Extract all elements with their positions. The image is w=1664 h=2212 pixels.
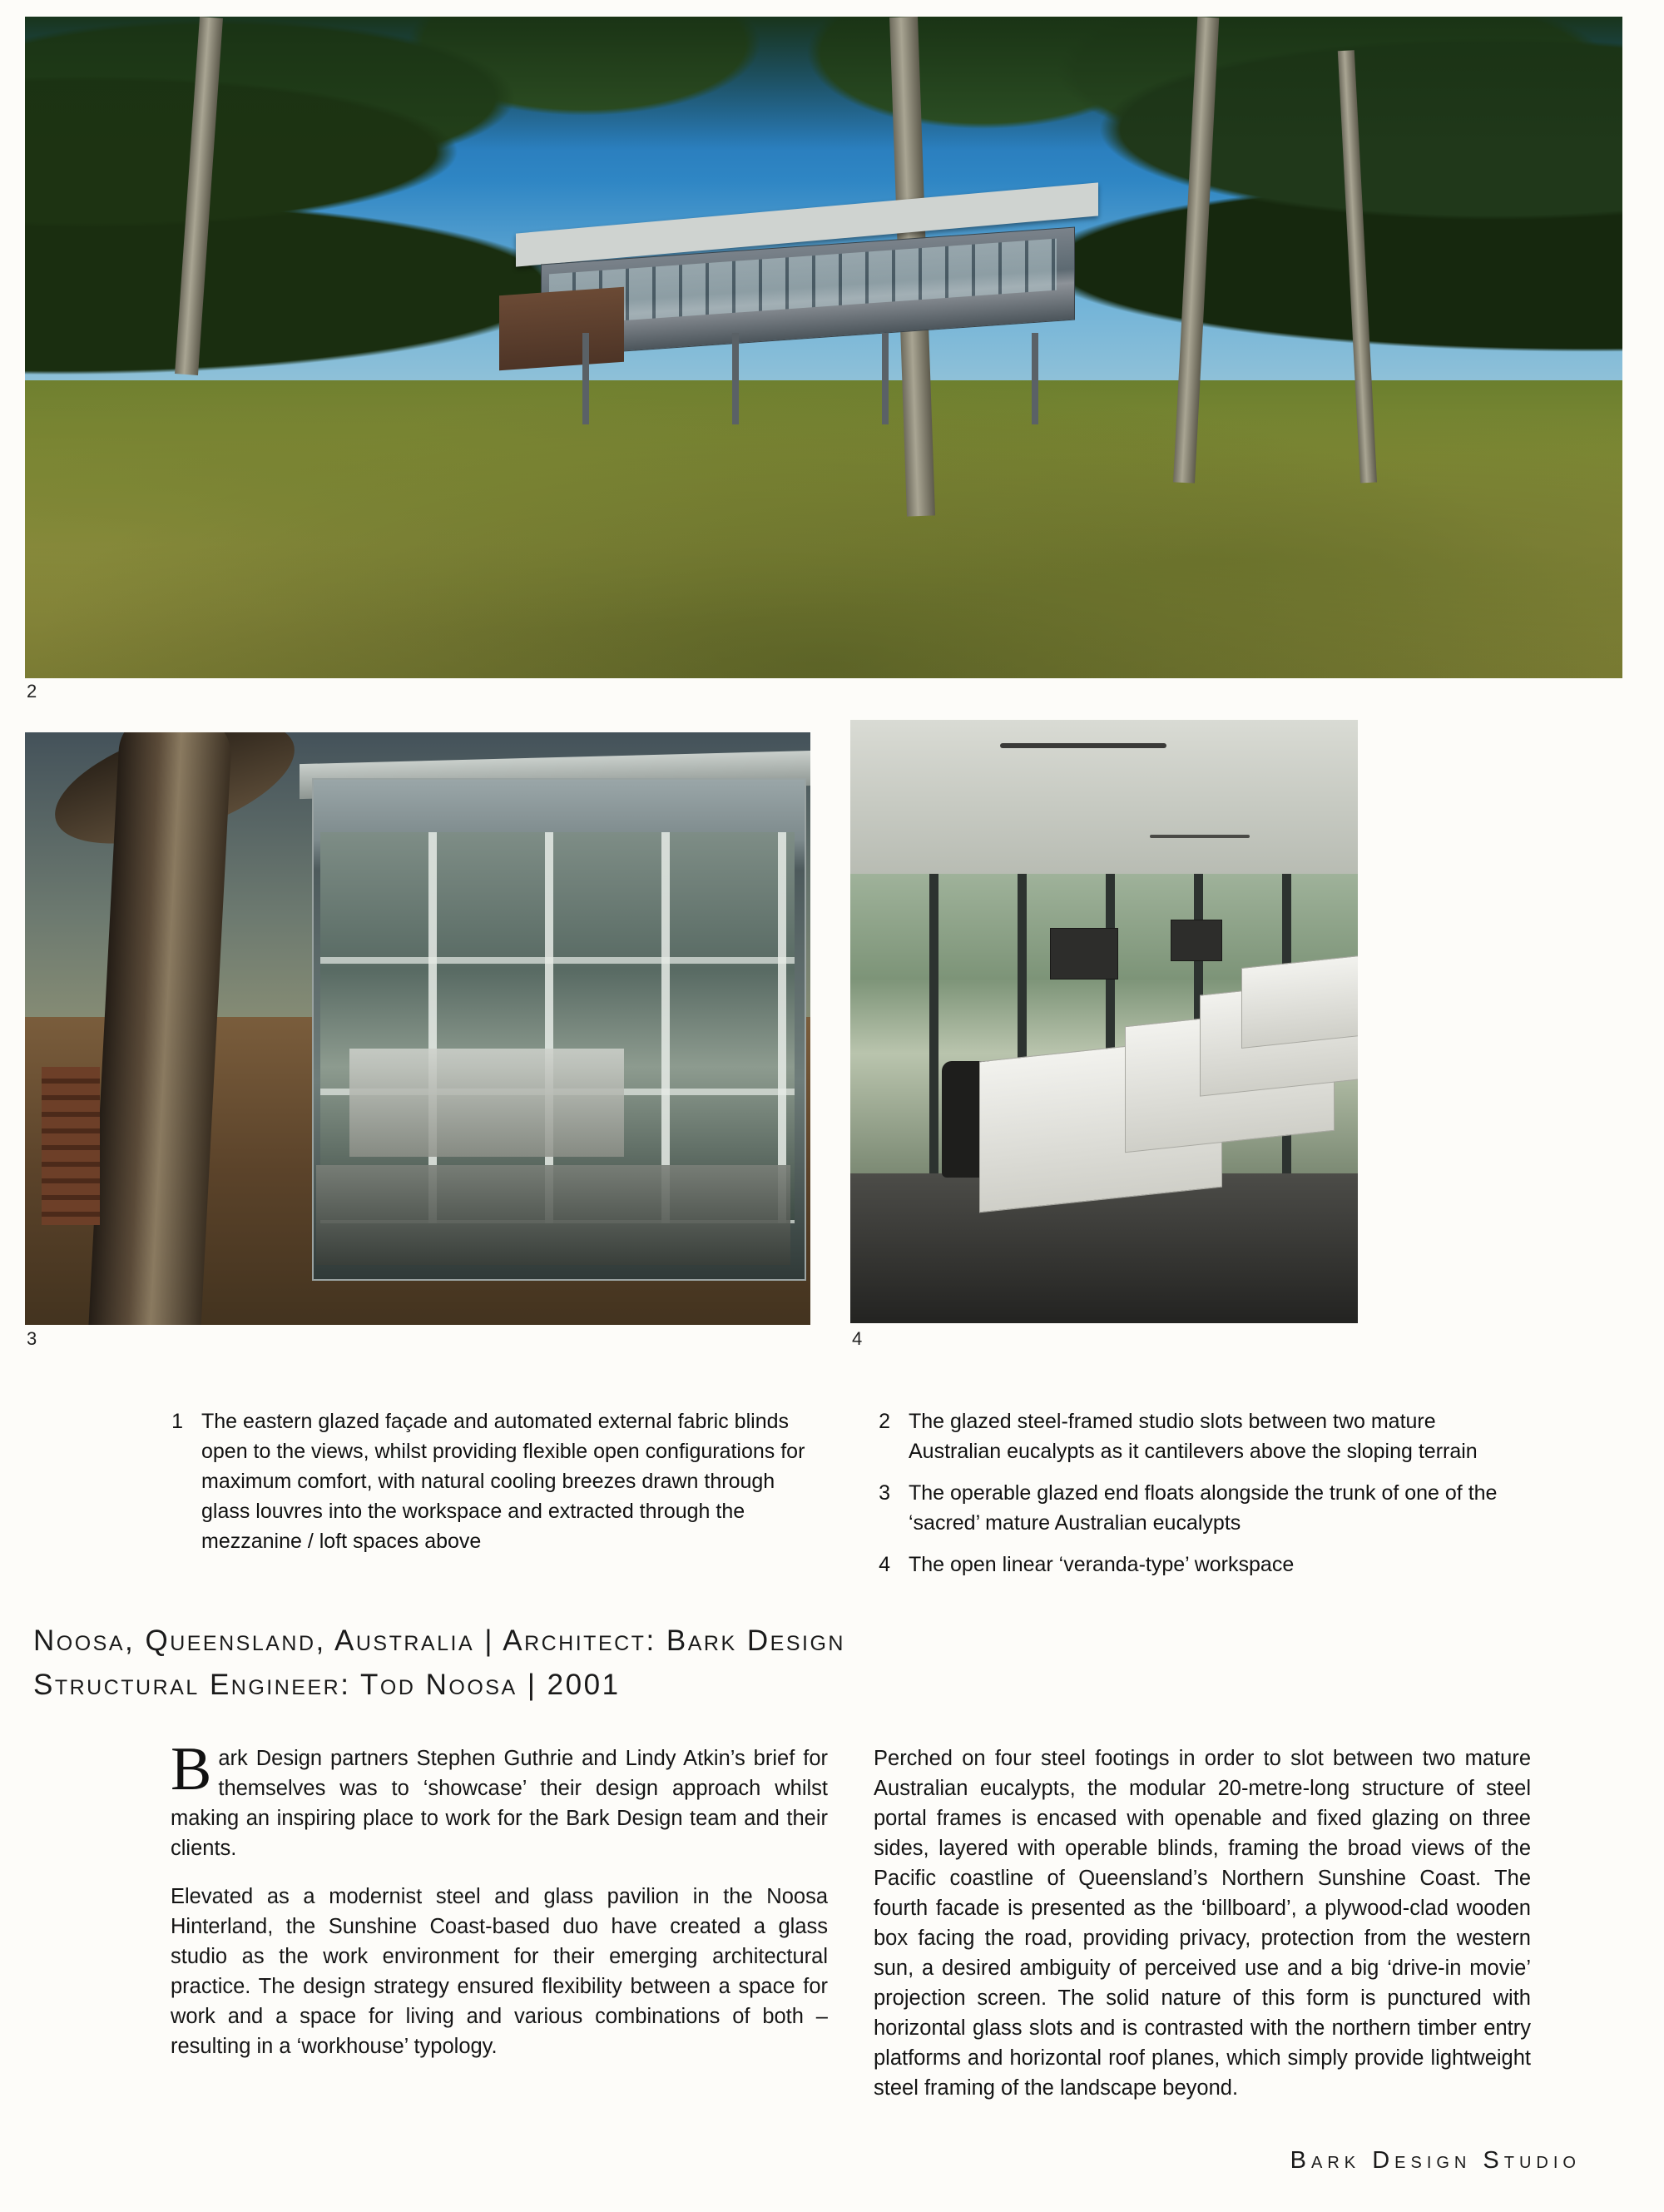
caption-text: The open linear ‘veranda-type’ workspace xyxy=(909,1553,1295,1576)
body-paragraph: Elevated as a modernist steel and glass pavilion in the Noosa Hinterland, the Sunshine Coast-based duo have created a glass studio as the work environment for their emerging architectural practice. The design strategy ensured flexibility between a space for work and a space for living and various combinations of both – resulting in a ‘workhouse’ typology. xyxy=(171,1885,828,2058)
body-paragraph-text: ark Design partners Stephen Guthrie and Lindy Atkin’s brief for themselves was to ‘showcase’ their design approach whilst making an inspiring place to work for the Bark Design team and their clients. xyxy=(171,1747,828,1860)
figure-number-right: 4 xyxy=(852,1328,863,1349)
caption-number: 1 xyxy=(171,1410,183,1433)
body-column-left xyxy=(171,1735,828,2121)
ceiling-fan-icon xyxy=(1150,835,1250,838)
ceiling-fan-icon xyxy=(1000,743,1166,748)
caption-item xyxy=(874,1550,1531,1580)
caption-number: 4 xyxy=(879,1553,890,1576)
figure-number-top: 2 xyxy=(27,681,37,702)
caption-text: The glazed steel-framed studio slots between two mature Australian eucalypts as it cantilevers above the sloping terrain xyxy=(909,1410,1478,1463)
steel-footing xyxy=(882,333,889,424)
steel-footing xyxy=(732,333,739,424)
project-title-block xyxy=(33,1619,1597,1707)
drop-cap: B xyxy=(171,1735,212,1803)
caption-column-left xyxy=(166,1406,824,1591)
caption-column-right xyxy=(874,1406,1531,1591)
caption-text: The eastern glazed façade and automated external fabric blinds open to the views, whilst providing flexible open configurations for maximum comfort, with natural cooling breezes drawn through glass louvres into the workspace and extracted through the mezzanine / loft spaces above xyxy=(201,1410,805,1553)
body-text xyxy=(171,1735,1568,2121)
steel-footing xyxy=(582,333,589,424)
title-line-location-architect: Noosa, Queensland, Australia | Architect: Bark Design xyxy=(33,1624,845,1657)
caption-number: 2 xyxy=(879,1410,890,1433)
studio-pavilion xyxy=(516,208,1098,383)
figure-number-left: 3 xyxy=(27,1328,37,1349)
caption-number: 3 xyxy=(879,1481,890,1505)
body-column-right xyxy=(874,1743,1531,2121)
photo-exterior-pavilion xyxy=(25,17,1622,678)
body-paragraph xyxy=(171,1735,828,1863)
monitor xyxy=(1050,928,1118,980)
footer-project-name: Bark Design Studio xyxy=(1290,2147,1581,2174)
timber-screen xyxy=(42,1067,100,1225)
steel-footing xyxy=(1032,333,1038,424)
caption-item xyxy=(874,1478,1531,1538)
monitor xyxy=(1171,920,1222,961)
workstation-desk xyxy=(1241,955,1358,1049)
interior-floor xyxy=(316,1165,790,1265)
steel-footings xyxy=(566,333,1065,433)
photo-glazed-end-and-trunk xyxy=(25,732,810,1325)
canopy-foliage xyxy=(25,17,1622,150)
caption-item xyxy=(874,1406,1531,1466)
title-line-engineer-year: Structural Engineer: Tod Noosa | 2001 xyxy=(33,1669,621,1701)
caption-item xyxy=(166,1406,824,1556)
caption-text: The operable glazed end floats alongside the trunk of one of the ‘sacred’ mature Australian eucalypts xyxy=(909,1481,1498,1535)
photo-interior-workspace xyxy=(850,720,1358,1323)
interior-desks xyxy=(349,1049,624,1157)
figure-captions xyxy=(166,1406,1539,1591)
body-paragraph: Perched on four steel footings in order to slot between two mature Australian eucalypts, the modular 20-metre-long structure of steel portal frames is encased with openable and fixed glazing on three sides, layered with operable blinds, framing the broad views of the Pacific coastline of Queensland’s Northern Sunshine Coast. The fourth facade is presented as the ‘billboard’, a plywood-clad wooden box facing the road, providing privacy, protection from the western sun, a desired ambiguity of perceived use and a big ‘drive-in movie’ projection screen. The solid nature of this form is punctured with horizontal glass slots and is contrasted with the northern timber entry platforms and horizontal roof planes, which simply provide lightweight steel framing of the landscape beyond. xyxy=(874,1747,1531,2100)
